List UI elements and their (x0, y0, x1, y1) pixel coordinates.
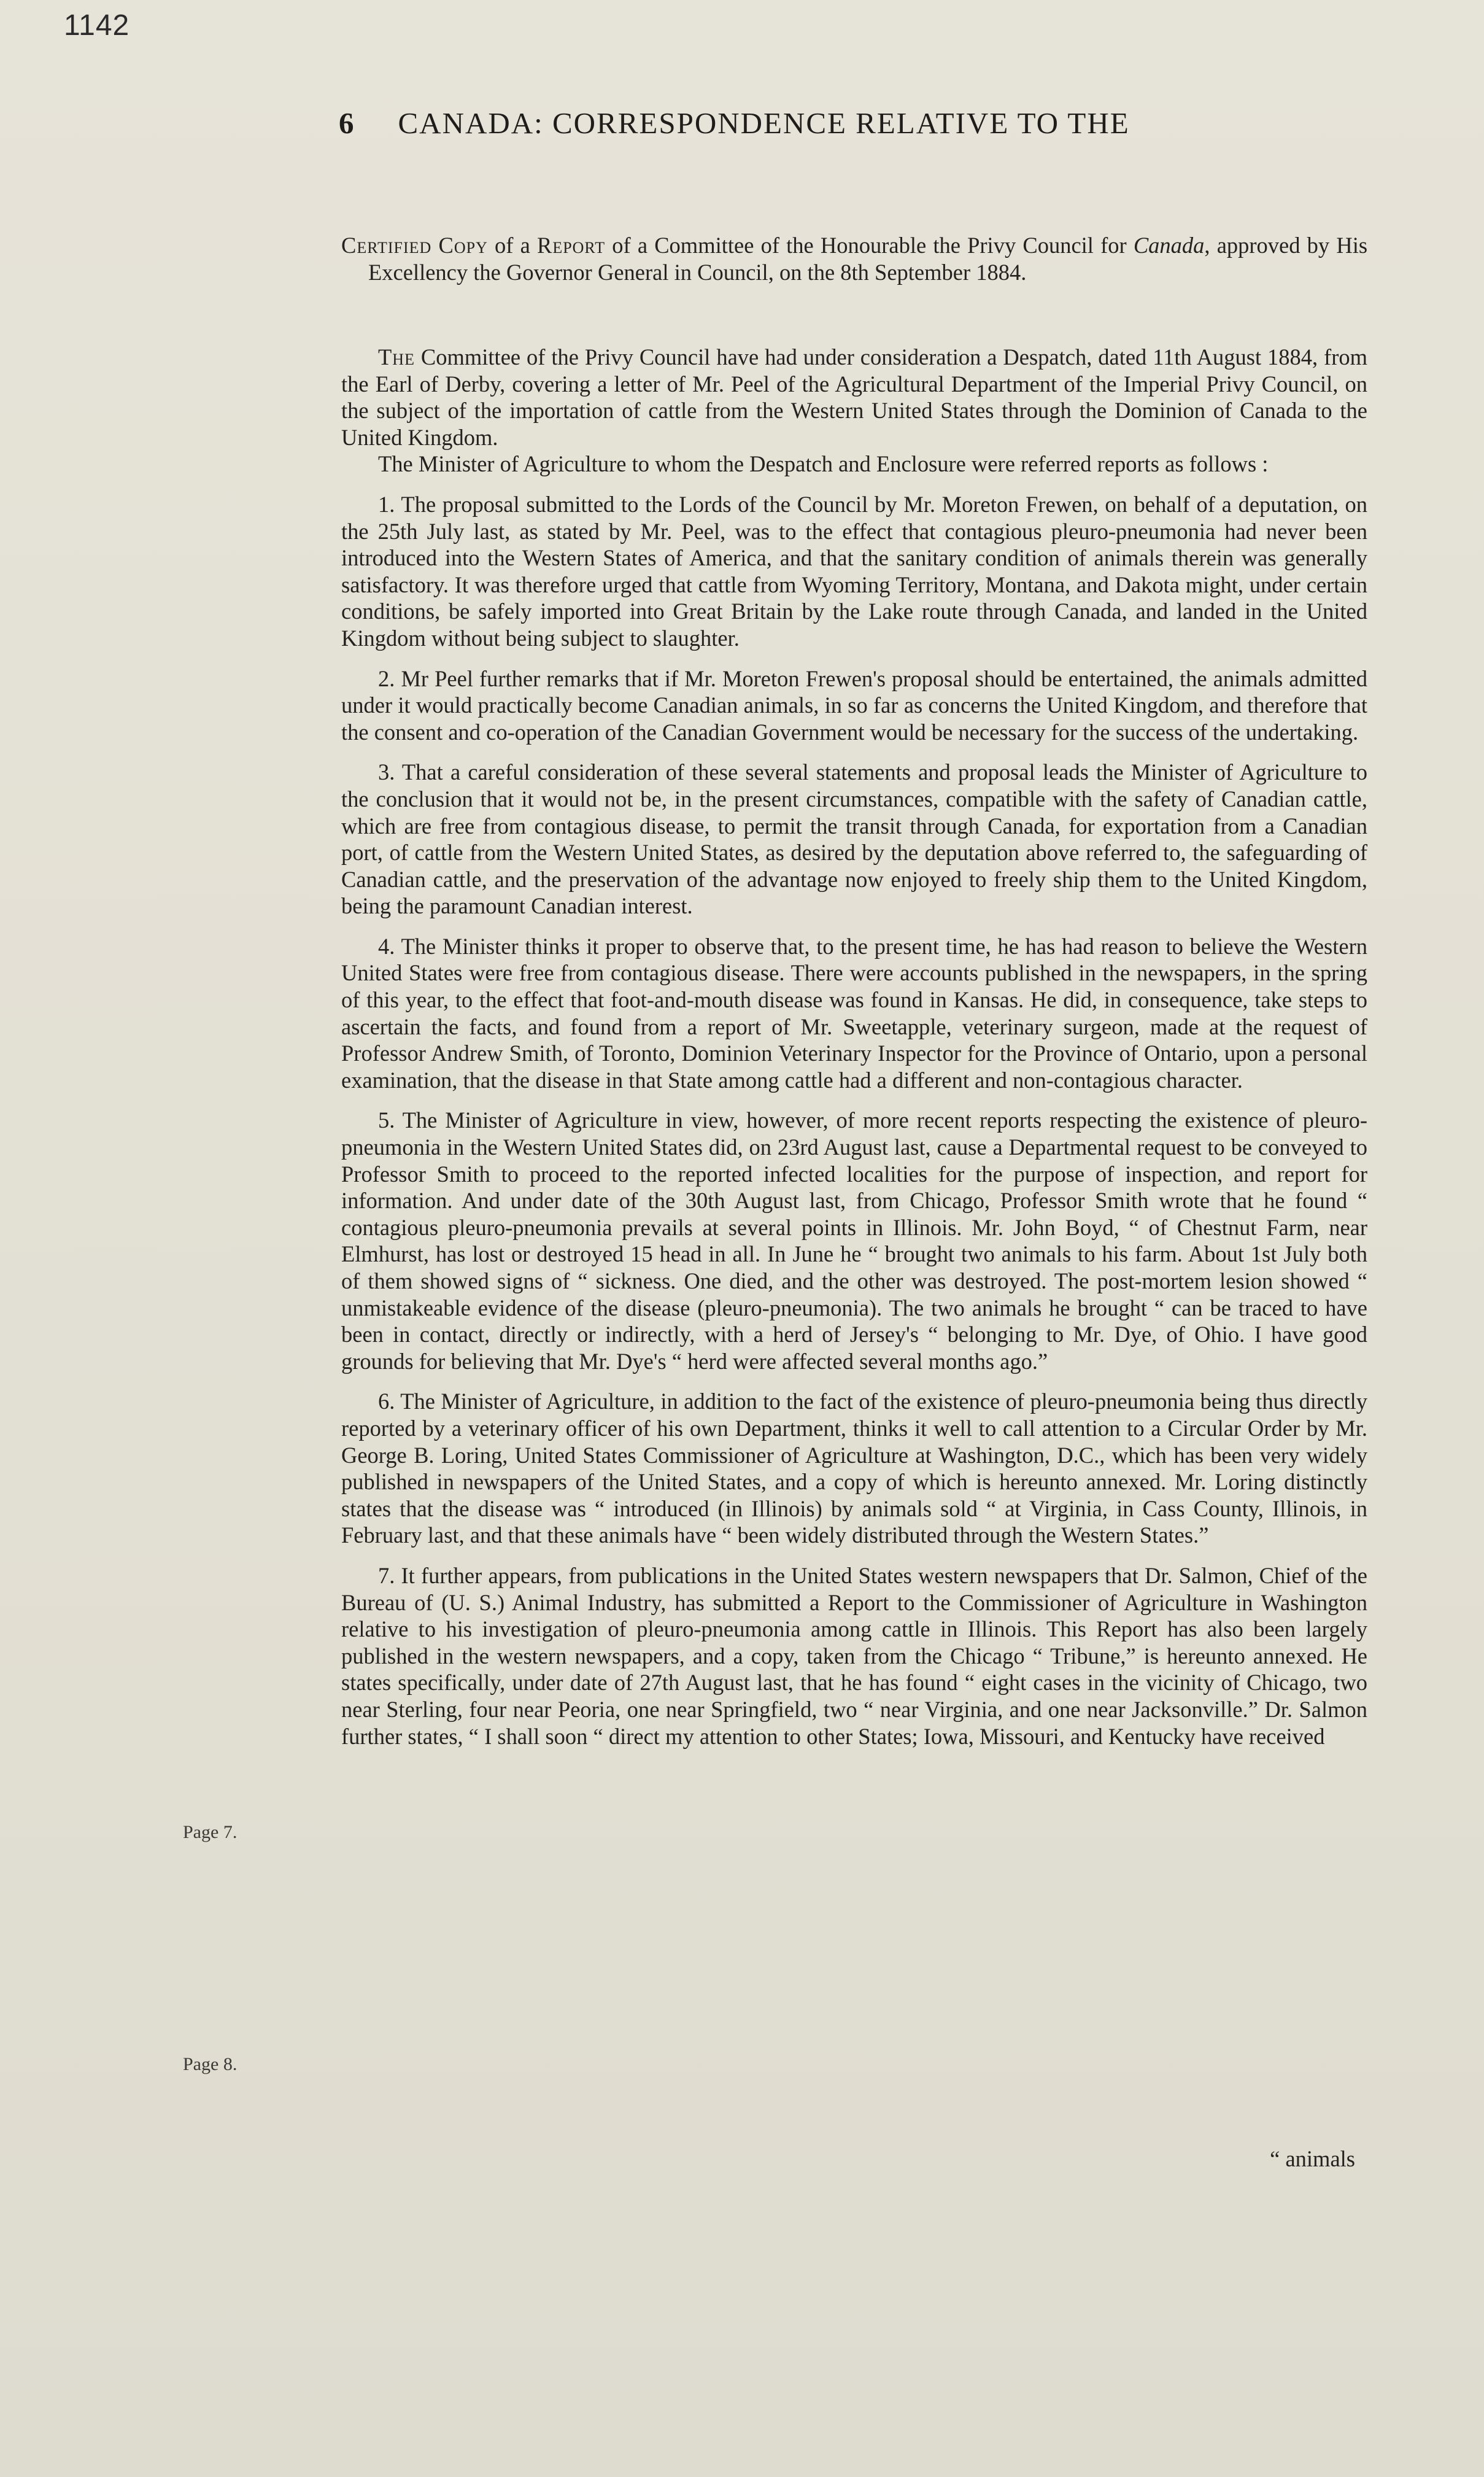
paragraph-1: 1. The proposal submitted to the Lords of the Council by Mr. Moreton Frewen, on behalf of a deputation, on the 25th July last, as stated by Mr. Peel, was to the effect that contagious pleuro-pneumonia had never been introduced into the Western States of America, and that the sanitary condition of animals therein was generally satisfactory. It was therefore urged that cattle from Wyoming Territory, Montana, and Dakota might, under certain conditions, be safely imported into Great Britain by the Lake route through Canada, and landed in the United Kingdom without being subject to slaughter. (341, 491, 1367, 651)
margin-note-page-7: Page 7. (183, 1822, 238, 1842)
catchword: “ animals (1270, 2146, 1355, 2171)
intro-paragraph (341, 344, 1367, 451)
caption-lead-report: Report (536, 233, 606, 258)
running-head (339, 106, 1247, 141)
intro-text: Committee of the Privy Council have had under consideration a Despatch, dated 11th August 1884, from the Earl of Derby, covering a letter of Mr. Peel of the Agricultural Department of the Imperial Privy Council, on the subject of the importation of cattle from the Western United States through the Dominion of Canada to the United Kingdom. (341, 344, 1368, 450)
intro-lead: The (378, 344, 415, 370)
folio-number: 1142 (64, 9, 130, 42)
paragraph-3: 3. That a careful consideration of these several statements and proposal leads the Minister of Agriculture to the conclusion that it would not be, in the present circumstances, compatible with the safety of Canadian cattle, which are free from contagious disease, to permit the transit through Canada, for exportation from a Canadian port, of cattle from the Western United States, as desired by the deputation above referred to, the safeguarding of Canadian cattle, and the preservation of the advantage now enjoyed to freely ship them to the United Kingdom, being the paramount Canadian interest. (341, 759, 1367, 919)
report-body (341, 344, 1367, 1763)
paragraph-2: 2. Mr Peel further remarks that if Mr. Moreton Frewen's proposal should be entertained, the animals admitted under it would practically become Canadian animals, in so far as concerns the United Kingdom, and therefore that the consent and co-operation of the Canadian Government would be necessary for the success of the undertaking. (341, 665, 1367, 745)
caption-of-a: of a (495, 233, 530, 258)
paragraph-5: 5. The Minister of Agriculture in view, however, of more recent reports respecting the existence of pleuro-pneumonia in the Western United States did, on 23rd August last, cause a Departmental request to be conveyed to Professor Smith to proceed to the reported infected localities for the purpose of inspection, and report for information. And under date of the 30th August last, from Chicago, Professor Smith wrote that he found “ contagious pleuro-pneumonia prevails at several points in Illinois. Mr. John Boyd, “ of Chestnut Farm, near Elmhurst, has lost or destroyed 15 head in all. In June he “ brought two animals to his farm. About 1st July both of them showed signs of “ sickness. One died, and the other was destroyed. The post-mortem lesion showed “ unmistakeable evidence of the disease (pleuro-pneumonia). The two animals he brought “ can be traced to have been in contact, directly or indirectly, with a herd of Jersey's “ belonging to Mr. Dye, of Ohio. I have good grounds for believing that Mr. Dye's “ herd were affected several months ago.” (341, 1107, 1367, 1374)
caption-rest: of a Committee of the Honourable the Privy Council for (612, 233, 1134, 258)
margin-note-page-8: Page 8. (183, 2054, 238, 2074)
caption-paragraph (341, 232, 1367, 285)
caption-canada: Canada (1133, 233, 1205, 258)
minister-paragraph: The Minister of Agriculture to whom the Despatch and Enclosure were referred reports as follows : (378, 451, 1269, 477)
running-head-title: CANADA: CORRESPONDENCE RELATIVE TO THE (398, 106, 1130, 140)
paragraph-7: 7. It further appears, from publications in the United States western newspapers that Dr. Salmon, Chief of the Bureau of (U. S.) Animal Industry, has submitted a Report to the Commissioner of Agriculture in Washington relative to his investigation of pleuro-pneumonia among cattle in Illinois. This Report has also been largely published in the western newspapers, and a copy, taken from the Chicago “ Tribune,” is hereunto annexed. He states specifically, under date of 27th August last, that he has found “ eight cases in the vicinity of Chicago, two near Sterling, four near Peoria, one near Springfield, two “ near Virginia, and one near Jacksonville.” Dr. Salmon further states, “ I shall soon “ direct my attention to other States; Iowa, Missouri, and Kentucky have received (341, 1562, 1367, 1749)
caption-lead-certified: Certified (341, 233, 432, 258)
report-caption (341, 232, 1367, 285)
paragraph-4: 4. The Minister thinks it proper to observe that, to the present time, he has had reason to believe the Western United States were free from contagious disease. There were accounts published in the newspapers, in the spring of this year, to the effect that foot-and-mouth disease was found in Kansas. He did, in consequence, take steps to ascertain the facts, and found from a report of Mr. Sweetapple, veterinary surgeon, made at the request of Professor Andrew Smith, of Toronto, Dominion Veterinary Inspector for the Province of Ontario, upon a personal examination, that the disease in that State among cattle had a different and non-contagious character. (341, 933, 1367, 1093)
caption-lead-copy: Copy (438, 233, 488, 258)
running-head-page-number: 6 (339, 106, 355, 140)
paragraph-6: 6. The Minister of Agriculture, in addition to the fact of the existence of pleuro-pneumonia being thus directly reported by a veterinary officer of his own Department, thinks it well to call attention to a Circular Order by Mr. George B. Loring, United States Commissioner of Agriculture at Washington, D.C., which has been very widely published in newspapers of the United States, and a copy of which is hereunto annexed. Mr. Loring distinctly states that the disease was “ introduced (in Illinois) by animals sold “ at Virginia, in Cass County, Illinois, in February last, and that these animals have “ been widely distributed through the Western States.” (341, 1389, 1367, 1548)
caption-tail: , approved by His Excellency the Governor General in Council, on the 8th September 1884. (368, 233, 1368, 285)
